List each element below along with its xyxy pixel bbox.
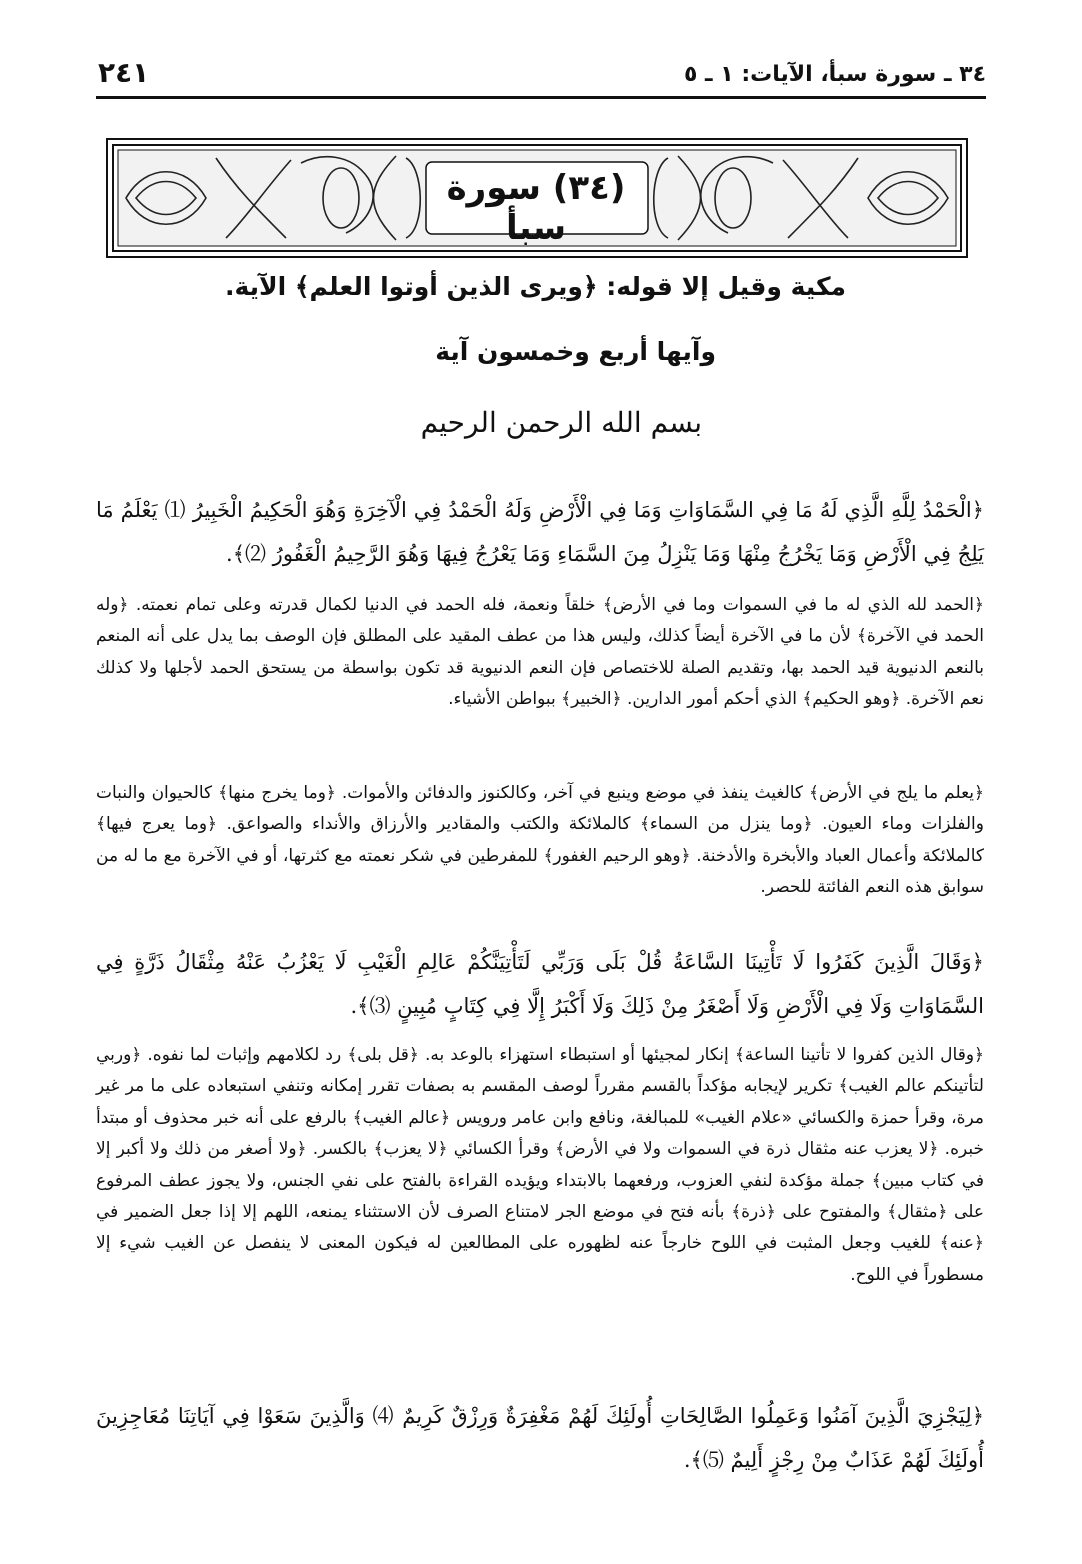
running-header [96, 52, 986, 96]
sura-banner [106, 138, 968, 258]
commentary-paragraph: ﴿وقال الذين كفروا لا تأتينا الساعة﴾ إنكار لمجيئها أو استبطاء استهزاء بالوعد به. ﴿قل بلى﴾ رد لكلامهم وإثبات لما نفوه. ﴿وربي لتأتينكم عالم الغيب﴾ تكرير لإيجابه مؤكداً بالقسم مقرراً لوصف المقسم به بصفات تقرر إمكانه وتنفي استبعاده على ما مر غير مرة، وقرأ حمزة والكسائي «علام الغيب» للمبالغة، ونافع وابن عامر ورويس ﴿عالم الغيب﴾ بالرفع على أنه خبر محذوف أو مبتدأ خبره. ﴿لا يعزب عنه مثقال ذرة في السموات ولا في الأرض﴾ وقرأ الكسائي ﴿لا يعزب﴾ بالكسر. ﴿ولا أصغر من ذلك ولا أكبر إلا في كتاب مبين﴾ جملة مؤكدة لنفي العزوب، ورفعهما بالابتداء ويؤيده القراءة بالفتح على نفي الجنس، ولا يجوز عطف المرفوع على ﴿مثقال﴾ والمفتوح على ﴿ذرة﴾ بأنه فتح في موضع الجر لامتناع الصرف لأن الاستثناء يمنعه، اللهم إلا إذا جعل الضمير في ﴿عنه﴾ للغيب وجعل المثبت في اللوح خارجاً عنه لظهوره على المطالعين له فيكون المعنى لا ينفصل عن الغيب شيء إلا مسطوراً في اللوح. [96, 1045, 984, 1285]
running-title: ٣٤ ـ سورة سبأ، الآيات: ١ ـ ٥ [683, 62, 986, 87]
quran-verses-4-5: ﴿لِيَجْزِيَ الَّذِينَ آمَنُوا وَعَمِلُوا الصَّالِحَاتِ أُولَئِكَ لَهُمْ مَغْفِرَةٌ وَرِزْقٌ كَرِيمٌ ⑷ وَالَّذِينَ سَعَوْا فِي آيَاتِنَا مُعَاجِزِينَ أُولَئِكَ لَهُمْ عَذَابٌ مِنْ رِجْزٍ أَلِيمٌ ⑸﴾. [96, 1404, 984, 1472]
commentary-paragraph: ﴿الحمد لله الذي له ما في السموات وما في الأرض﴾ خلقاً ونعمة، فله الحمد في الدنيا لكمال قدرته وعلى تمام نعمته. ﴿وله الحمد في الآخرة﴾ لأن ما في الآخرة أيضاً كذلك، وليس هذا من عطف المقيد على المطلق فإن الوصف بما يدل على أنه المنعم بالنعم الدنيوية قيد الحمد بها، وتقديم الصلة للاختصاص فإن النعم الدنيوية قد تكون بواسطة من يستحق الحمد لأجلها ولا كذلك نعم الآخرة. ﴿وهو الحكيم﴾ الذي أحكم أمور الدارين. ﴿الخبير﴾ ببواطن الأشياء. [96, 595, 984, 710]
quran-verse-3: ﴿وَقَالَ الَّذِينَ كَفَرُوا لَا تَأْتِينَا السَّاعَةُ قُلْ بَلَى وَرَبِّي لَتَأْتِيَنَّكُمْ عَالِمِ الْغَيْبِ لَا يَعْزُبُ عَنْهُ مِثْقَالُ ذَرَّةٍ فِي السَّمَاوَاتِ وَلَا فِي الْأَرْضِ وَلَا أَصْغَرُ مِنْ ذَلِكَ وَلَا أَكْبَرُ إِلَّا فِي كِتَابٍ مُبِينٍ ⑶﴾. [96, 950, 984, 1018]
verse-count: وآيها أربع وخمسون آية [435, 337, 716, 366]
sura-title: (٣٤) سورة سبأ [446, 168, 626, 248]
page-number: ٢٤١ [98, 56, 150, 89]
quran-verses-1-2: ﴿الْحَمْدُ لِلَّهِ الَّذِي لَهُ مَا فِي السَّمَاوَاتِ وَمَا فِي الْأَرْضِ وَلَهُ الْحَمْدُ فِي الْآخِرَةِ وَهُوَ الْحَكِيمُ الْخَبِيرُ ⑴ يَعْلَمُ مَا يَلِجُ فِي الْأَرْضِ وَمَا يَخْرُجُ مِنْهَا وَمَا يَنْزِلُ مِنَ السَّمَاءِ وَمَا يَعْرُجُ فِيهَا وَهُوَ الرَّحِيمُ الْغَفُورُ ⑵﴾. [96, 498, 984, 566]
revelation-note: مكية وقيل إلا قوله: ﴿ويرى الذين أوتوا العلم﴾ الآية. [224, 272, 846, 301]
basmala: بسم الله الرحمن الرحيم [420, 406, 702, 439]
commentary-paragraph: ﴿يعلم ما يلج في الأرض﴾ كالغيث ينفذ في موضع وينبع في آخر، وكالكنوز والدفائن والأموات. ﴿وما يخرج منها﴾ كالحيوان والنبات والفلزات وماء العيون. ﴿وما ينزل من السماء﴾ كالملائكة والكتب والمقادير والأرزاق والأنداء والصواعق. ﴿وما يعرج فيها﴾ كالملائكة وأعمال العباد والأبخرة والأدخنة. ﴿وهو الرحيم الغفور﴾ للمفرطين في شكر نعمته مع كثرتها، أو في الآخرة مع ما له من سوابق هذه النعم الفائتة للحصر. [96, 783, 984, 898]
header-rule [96, 96, 986, 99]
